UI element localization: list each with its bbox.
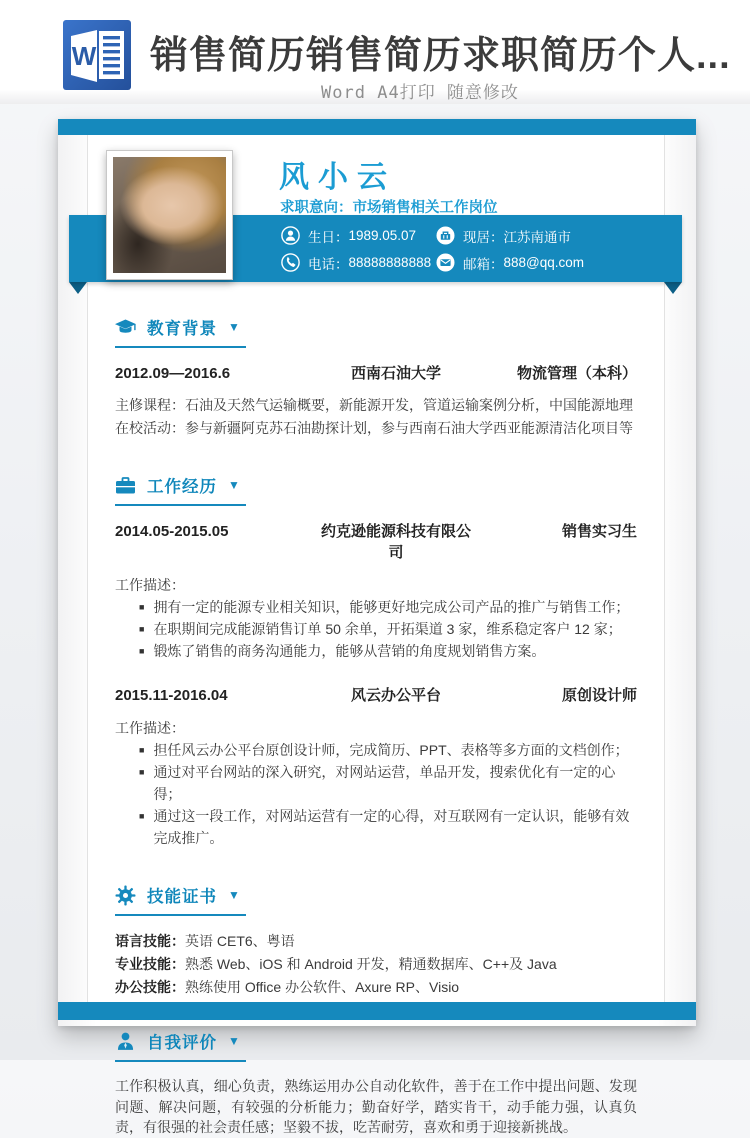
person-icon bbox=[115, 1031, 136, 1052]
mail-circle-icon bbox=[436, 253, 455, 272]
briefcase-icon bbox=[115, 475, 136, 496]
bottom-accent-bar bbox=[58, 1002, 696, 1020]
user-circle-icon bbox=[281, 226, 300, 245]
section-title: 技能证书 bbox=[147, 888, 217, 906]
section-title: 工作经历 bbox=[147, 478, 217, 496]
page-title: 销售简历销售简历求职简历个人... bbox=[150, 35, 731, 77]
skill-line: 语言技能：英语 CET6、粤语 bbox=[115, 933, 295, 949]
graduation-cap-icon bbox=[115, 317, 136, 338]
job-bullet: ■ 拥有一定的能源专业相关知识，能够更好地完成公司产品的推广与销售工作； bbox=[115, 596, 637, 618]
bullet-square-icon: ■ bbox=[139, 811, 145, 821]
job-bullet: ■ 通过对平台网站的深入研究，对网站运营，单品开发，搜索优化有一定的心得； bbox=[115, 761, 637, 805]
word-logo-icon bbox=[63, 20, 131, 90]
job-bullet: ■ 通过这一段工作，对网站运营有一定的心得，对互联网有一定认识，能够有效完成推广。 bbox=[115, 805, 637, 849]
skill-line: 专业技能：熟悉 Web、iOS 和 Android 开发，精通数据库、C++及 Java bbox=[115, 956, 557, 972]
section-title: 自我评价 bbox=[147, 1034, 217, 1052]
education-date: 2012.09—2016.6 bbox=[115, 365, 231, 382]
photo-frame bbox=[106, 150, 233, 280]
education-activity-line: 在校活动：参与新疆阿克苏石油勘探计划，参与西南石油大学西亚能源清洁化项目等 bbox=[115, 419, 633, 436]
job-bullet: ■ 在职期间完成能源销售订单 50 余单，开拓渠道 3 家，维系稳定客户 12 家； bbox=[115, 618, 637, 640]
section-header-work bbox=[115, 473, 246, 506]
top-accent-bar bbox=[58, 119, 696, 135]
bullet-square-icon: ■ bbox=[139, 602, 145, 612]
section-title: 教育背景 bbox=[147, 320, 217, 338]
skill-line: 办公技能：熟练使用 Office 办公软件、Axure RP、Visio bbox=[115, 979, 460, 995]
job-role: 原创设计师 bbox=[561, 687, 637, 704]
gear-icon bbox=[115, 885, 136, 906]
bullet-square-icon: ■ bbox=[139, 646, 145, 656]
page-subtitle: Word A4打印 随意修改 bbox=[321, 83, 519, 103]
candidate-name: 风小云 bbox=[279, 161, 396, 194]
svg-text:W: W bbox=[71, 41, 97, 71]
job-row bbox=[115, 520, 637, 562]
contact-birthday: 生日： 1989.05.07 bbox=[281, 226, 436, 245]
contact-residence: 现居： 江苏南通市 bbox=[436, 226, 584, 245]
job-intent: 求职意向：市场销售相关工作岗位 bbox=[280, 200, 498, 216]
job-date: 2015.11-2016.04 bbox=[115, 687, 228, 704]
education-row bbox=[115, 362, 637, 383]
job-role: 销售实习生 bbox=[561, 523, 637, 540]
ribbon-fold-left bbox=[69, 282, 87, 294]
chevron-down-icon: ▼ bbox=[228, 1034, 240, 1048]
contact-email: 邮箱： 888@qq.com bbox=[436, 253, 584, 272]
section-header-education bbox=[115, 315, 246, 348]
chevron-down-icon: ▼ bbox=[228, 888, 240, 902]
job-row bbox=[115, 684, 637, 705]
ribbon-fold-right bbox=[664, 282, 682, 294]
chevron-down-icon: ▼ bbox=[228, 320, 240, 334]
job-company: 约克逊能源科技有限公司 bbox=[320, 523, 471, 561]
contact-grid bbox=[281, 226, 584, 272]
bullet-square-icon: ■ bbox=[139, 767, 145, 777]
evaluation-text: 工作积极认真，细心负责，熟练运用办公自动化软件，善于在工作中提出问题、发现问题、解决问题，有较强的分析能力；勤奋好学，踏实肯干，动手能力强，认真负责，有很强的社会责任感；坚毅不拔，吃苦耐劳，喜欢和勇于迎接新挑战。 bbox=[115, 1078, 637, 1135]
phone-circle-icon bbox=[281, 253, 300, 272]
job-bullet: ■ 锻炼了销售的商务沟通能力，能够从营销的角度规划销售方案。 bbox=[115, 640, 637, 662]
section-header-skills bbox=[115, 883, 246, 916]
page-header bbox=[0, 0, 750, 104]
portrait-photo bbox=[113, 157, 226, 273]
job-company: 风云办公平台 bbox=[350, 687, 441, 704]
job-desc-label: 工作描述： bbox=[115, 720, 185, 736]
building-circle-icon bbox=[436, 226, 455, 245]
contact-phone: 电话： 88888888888 bbox=[281, 253, 436, 272]
job-bullet: ■ 担任风云办公平台原创设计师，完成简历、PPT、表格等多方面的文档创作； bbox=[115, 739, 637, 761]
job-date: 2014.05-2015.05 bbox=[115, 523, 229, 540]
bullet-square-icon: ■ bbox=[139, 745, 145, 755]
job-desc-label: 工作描述： bbox=[115, 577, 185, 593]
education-course-line: 主修课程：石油及天然气运输概要，新能源开发，管道运输案例分析，中国能源地理 bbox=[115, 397, 633, 413]
education-degree: 物流管理（本科） bbox=[516, 365, 637, 382]
chevron-down-icon: ▼ bbox=[228, 478, 240, 492]
education-school: 西南石油大学 bbox=[350, 365, 441, 382]
bullet-square-icon: ■ bbox=[139, 624, 145, 634]
section-header-evaluation bbox=[115, 1029, 246, 1062]
